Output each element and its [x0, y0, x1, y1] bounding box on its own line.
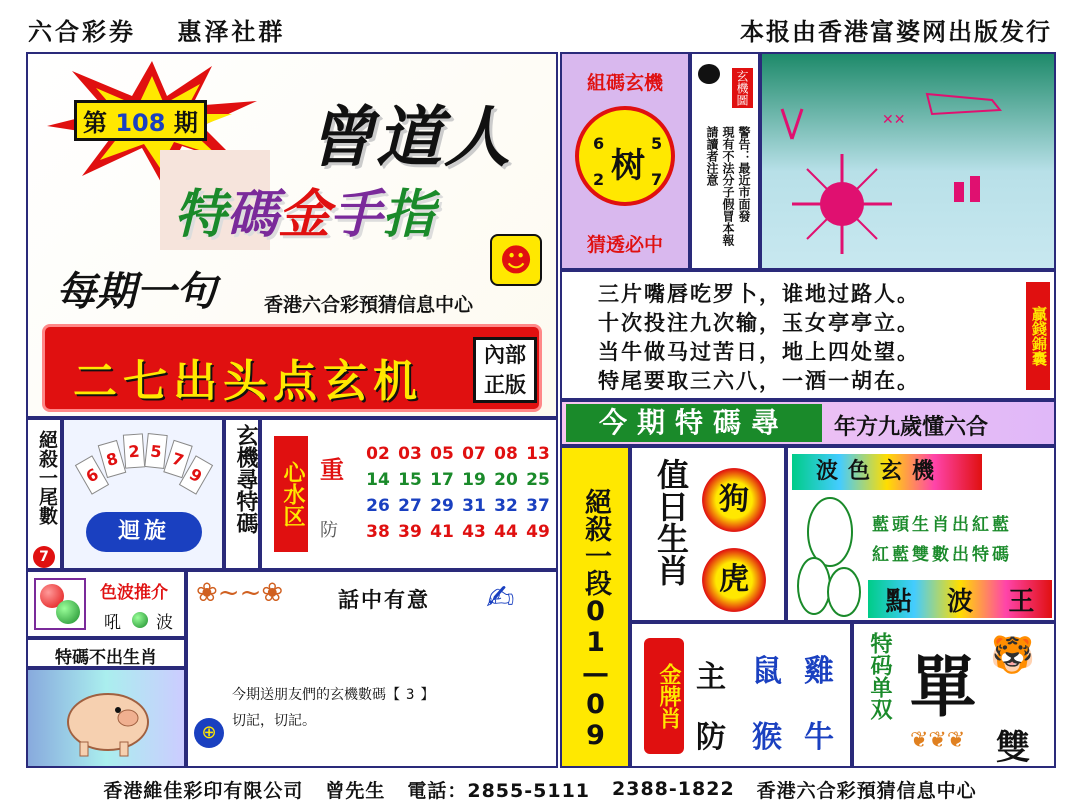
wave-footer-char-1: 點: [885, 586, 912, 617]
top-header: [0, 0, 1080, 52]
center-name: 香港六合彩預猜信息中心: [264, 294, 474, 316]
gold-guard-2: 牛: [804, 720, 834, 755]
card-6: 9: [179, 455, 213, 494]
color-push-title: 色波推介: [100, 583, 168, 603]
gold-primary-1: 鼠: [752, 654, 782, 689]
headline-char-4: 手: [330, 185, 383, 245]
gold-zodiac-panel: [630, 622, 852, 768]
number-cell: 19: [462, 470, 486, 490]
header-left-subtitle: 惠泽社群: [177, 18, 286, 46]
combo-footer: 猜透必中: [586, 234, 663, 256]
lottery-logo-icon: ⊕: [194, 718, 224, 748]
headline-char-5: 指: [382, 185, 435, 245]
gold-guard-1: 猴: [752, 720, 782, 755]
number-cell: 29: [430, 496, 454, 516]
number-cell: 02: [366, 444, 390, 464]
ornament-icon: ❦❦❦: [910, 728, 966, 753]
warning-text-col2: 現有不法分子假冒本報: [721, 126, 735, 246]
kill-tail-text: 絕殺一尾數: [36, 430, 58, 525]
number-cell: 31: [462, 496, 486, 516]
green-ball-icon: [56, 600, 80, 624]
cactus-icon: [794, 496, 866, 620]
brand-name: 曾道人: [308, 99, 512, 176]
riddle-picture: [760, 52, 1056, 270]
this-issue-subtitle: 年方九歲懂六合: [834, 415, 989, 440]
saying-panel: [186, 570, 558, 768]
combo-number-2: 5: [651, 134, 663, 153]
cards-logo: 迴旋: [86, 512, 202, 552]
card-1: 6: [75, 455, 109, 494]
number-cell: 43: [462, 522, 486, 542]
odd-even-panel: [852, 622, 1056, 768]
phrase-banner: [42, 324, 542, 412]
poem-line-4: 特尾要取三六八，一酒一胡在。: [598, 369, 920, 393]
gold-primary-2: 雞: [804, 654, 834, 689]
headline-char-2: 碼: [226, 185, 279, 245]
saying-line1-suffix: 】: [420, 687, 435, 703]
warning-tag: 玄機圖: [732, 68, 753, 108]
number-cell: 49: [526, 522, 550, 542]
wave-color-panel: [786, 446, 1056, 622]
mascot-icon: ☻: [490, 234, 542, 286]
footer-phone-label: 電話：: [407, 779, 468, 802]
poem-panel: [560, 270, 1056, 400]
header-right-title: 本报由香港富婆网出版发行: [740, 18, 1052, 46]
number-cell: 44: [494, 522, 518, 542]
wave-color-footer: [868, 580, 1052, 618]
poem-lines: [598, 280, 920, 396]
pot-icon: [698, 64, 720, 84]
duty-animal-2: 虎: [702, 548, 766, 612]
gold-zodiac-tag: 金牌肖: [644, 638, 684, 754]
number-cell: 03: [398, 444, 422, 464]
no-zodiac-text: 特碼不出生肖: [55, 648, 157, 668]
riddle-drawing-icon: [762, 54, 1054, 268]
combo-center-char: 树: [611, 146, 645, 186]
combo-panel: [560, 52, 690, 270]
kill-tail-panel: [26, 418, 62, 570]
header-left: [28, 12, 285, 47]
phrase-text: 二七出头点玄机: [73, 356, 423, 407]
issue-label: [74, 100, 207, 141]
wave-footer-char-2: 波: [946, 586, 973, 617]
guard-suffix: 防: [320, 520, 338, 541]
number-cell: 13: [526, 444, 550, 464]
wave-color-line1: 藍頭生肖出紅藍: [872, 515, 1012, 535]
footer-company: 香港維佳彩印有限公司: [103, 779, 304, 802]
gold-guard-label: 防: [696, 720, 726, 755]
card-3: 2: [123, 433, 145, 468]
poem-side-tag: 贏錢錦囊: [1026, 282, 1050, 390]
color-push-panel: [26, 570, 186, 638]
issue-suffix: 期: [173, 109, 198, 137]
number-cell: 38: [366, 522, 390, 542]
warning-panel: [690, 52, 760, 270]
number-cell: 32: [494, 496, 518, 516]
combo-number-4: 7: [651, 170, 663, 189]
duty-animal-1: 狗: [702, 468, 766, 532]
heart-zone-numbers: [364, 444, 552, 542]
odd-single: 單: [910, 649, 976, 726]
saying-line1-prefix: 今期送朋友們的玄機數碼【: [232, 687, 400, 703]
poem-line-3: 当牛做马过苦日，地上四处望。: [598, 340, 920, 364]
header-left-title: 六合彩券: [28, 18, 136, 46]
pen-icon: ✍: [486, 578, 515, 618]
saying-number: 3: [406, 687, 415, 703]
footer-phone2: 2388-1822: [612, 778, 735, 800]
issue-number: 108: [115, 109, 166, 137]
wave-footer-char-3: 王: [1008, 586, 1035, 617]
heart-zone-panel: [260, 418, 558, 570]
headline-char-1: 特: [174, 185, 227, 245]
number-cell: 26: [366, 496, 390, 516]
guard-char: 重: [320, 456, 344, 484]
flower-ornament-icon: ❀~~❀: [196, 578, 284, 608]
tiger-icon: 🐯: [990, 635, 1035, 676]
number-cell: 07: [462, 444, 486, 464]
gold-primary-label: 主: [696, 660, 726, 695]
duty-zodiac-panel: [630, 446, 786, 622]
badge-line2: 正版: [484, 373, 526, 397]
odd-double: 雙: [996, 728, 1030, 768]
motto: 每期一句: [56, 269, 216, 315]
pig-icon: [58, 680, 158, 760]
number-cell: 37: [526, 496, 550, 516]
no-zodiac-panel: [26, 638, 186, 668]
card-4: 5: [144, 433, 167, 469]
warning-text-col3: 請讀者注意: [705, 126, 719, 186]
color-balls: [34, 578, 86, 630]
number-cell: 41: [430, 522, 454, 542]
duty-zodiac-label: 值日生肖: [652, 458, 690, 586]
footer: [0, 768, 1080, 810]
saying-line1: [232, 684, 434, 704]
number-cell: 14: [366, 470, 390, 490]
this-issue-title: 今期特碼尋: [566, 404, 822, 442]
number-cell: 27: [398, 496, 422, 516]
footer-phone1: 2855-5111: [467, 779, 591, 802]
number-cell: 05: [430, 444, 454, 464]
color-push-right: 波: [156, 613, 173, 633]
color-push-left: 吼: [104, 613, 121, 633]
odd-even-label: 特码单双: [867, 632, 892, 720]
kill-segment-panel: [560, 446, 630, 768]
combo-circle: [575, 106, 675, 206]
saying-line2: 切記，切記。: [232, 713, 316, 729]
number-cell: 17: [430, 470, 454, 490]
number-cell: 20: [494, 470, 518, 490]
poem-line-1: 三片嘴唇吃罗卜，谁地过路人。: [598, 282, 920, 306]
footer-contact: 曾先生: [325, 779, 386, 802]
xuanji-panel: [224, 418, 260, 570]
number-cell: 08: [494, 444, 518, 464]
card-fan: [82, 428, 206, 510]
headline-char-3: 金: [278, 185, 331, 245]
combo-number-1: 6: [593, 134, 605, 153]
poem-line-2: 十次投注九次输，玉女亭亭立。: [598, 311, 920, 335]
number-cell: 39: [398, 522, 422, 542]
number-cell: 15: [398, 470, 422, 490]
this-issue-header: [560, 400, 1056, 446]
footer-center: 香港六合彩預猜信息中心: [756, 779, 977, 802]
internal-badge: [473, 337, 537, 403]
badge-line1: 內部: [484, 343, 526, 367]
issue-prefix: 第: [83, 109, 107, 137]
cards-panel: [62, 418, 224, 570]
headline: [174, 172, 434, 247]
pig-image: [26, 668, 186, 768]
wave-color-title: 波色玄機: [792, 454, 982, 490]
main-headline-panel: [26, 52, 558, 418]
xuanji-title: 玄機尋特碼: [233, 424, 258, 534]
card-5: 7: [163, 440, 193, 479]
combo-number-3: 2: [593, 170, 605, 189]
green-dot-icon: [132, 612, 148, 628]
combo-title: 組碼玄機: [586, 72, 663, 94]
svg-text:✕✕: ✕✕: [882, 112, 906, 128]
heart-zone-label: 心水区: [274, 436, 308, 552]
kill-segment-text: 絕殺一段01—09: [580, 488, 611, 751]
card-2: 8: [98, 440, 127, 478]
wave-color-line2: 紅藍雙數出特碼: [872, 545, 1012, 565]
saying-title: 話中有意: [338, 588, 430, 612]
warning-text-col1: 警告：最近市面發: [737, 126, 751, 222]
number-cell: 25: [526, 470, 550, 490]
kill-tail-number: 7: [33, 546, 55, 568]
